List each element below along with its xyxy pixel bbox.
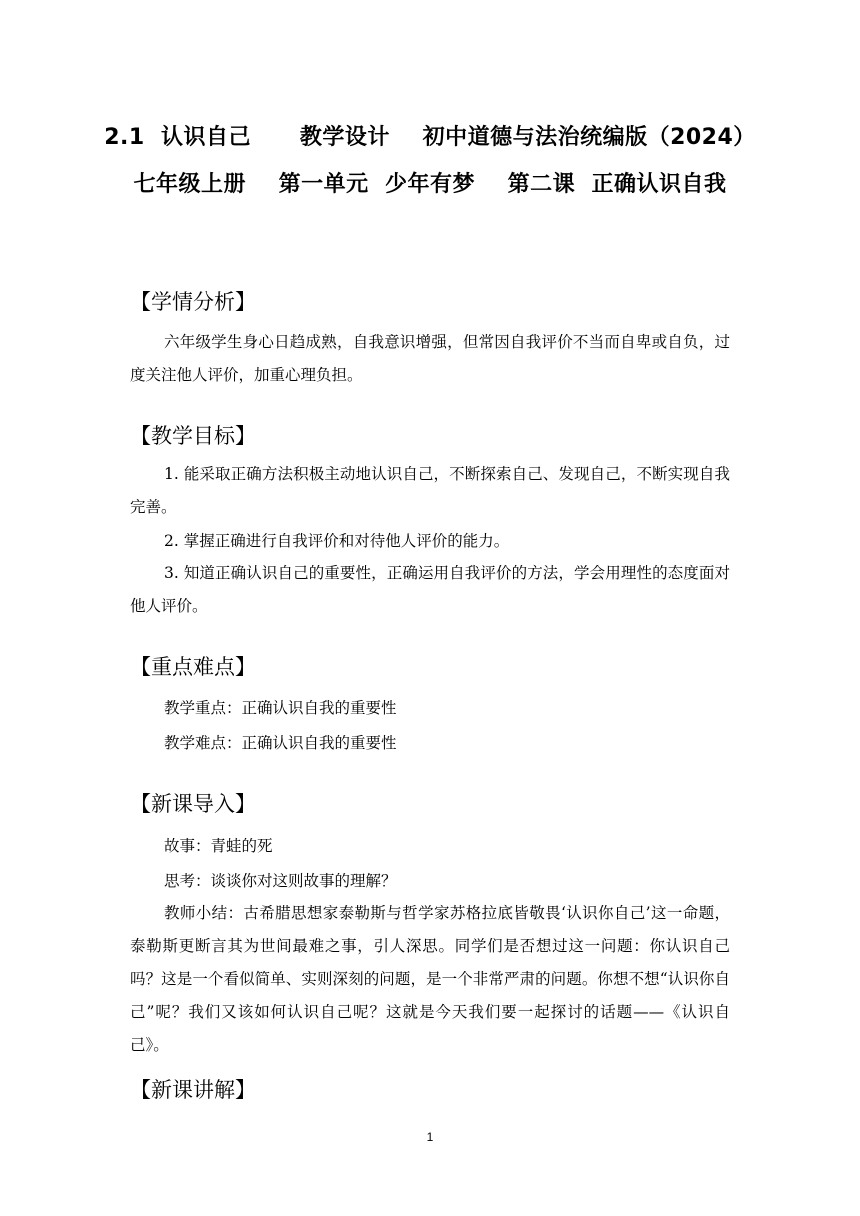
key-point-text: 教学重点：正确认识自我的重要性 <box>164 699 397 717</box>
page-number: 1 <box>426 1130 434 1144</box>
document-title-line-1: 2.1 认识自己 教学设计 初中道德与法治统编版（2024） <box>104 125 756 150</box>
objective-item-2: 2. 掌握正确进行自我评价和对待他人评价的能力。 <box>164 532 510 550</box>
section-heading-key-points: 【重点难点】 <box>130 655 256 679</box>
intro-story: 故事：青蛙的死 <box>164 837 273 855</box>
intro-summary: 教师小结：古希腊思想家泰勒斯与哲学家苏格拉底皆敬畏‘认识你自己’这一命题，泰勒斯更断言其为世间最难之事，引人深思。同学们是否想过这一问题：你认识自己吗？这是一个看似简单、实则深刻的问题，是一个非常严肃的问题。你想不想“认识你自己”呢？我们又该如何认识自己呢？这就是今天我们要一起探讨的话题——《认识自己》。 <box>130 904 730 1054</box>
section-heading-analysis: 【学情分析】 <box>130 290 256 314</box>
objective-item-3: 3. 知道正确认识自己的重要性，正确运用自我评价的方法，学会用理性的态度面对他人评价。 <box>130 564 730 615</box>
analysis-paragraph: 六年级学生身心日趋成熟，自我意识增强，但常因自我评价不当而自卑或自负，过度关注他人评价，加重心理负担。 <box>130 333 730 384</box>
document-title-line-2: 七年级上册 第一单元 少年有梦 第二课 正确认识自我 <box>133 172 727 197</box>
objective-item-1: 1. 能采取正确方法积极主动地认识自己，不断探索自己、发现自己，不断实现自我完善。 <box>130 465 730 516</box>
section-heading-intro: 【新课导入】 <box>130 792 256 816</box>
intro-question: 思考：谈谈你对这则故事的理解？ <box>164 872 397 890</box>
section-heading-objectives: 【教学目标】 <box>130 424 256 448</box>
section-heading-lecture: 【新课讲解】 <box>130 1078 256 1102</box>
difficulty-text: 教学难点：正确认识自我的重要性 <box>164 734 397 752</box>
